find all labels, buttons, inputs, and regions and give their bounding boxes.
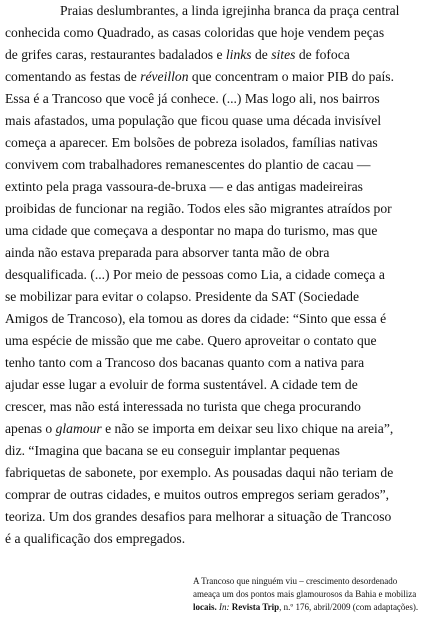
text-line: diz. “Imagina que bacana se eu conseguir implantar pequenas [5, 443, 340, 458]
text-line: mais afastados, uma população que ficou quase uma década invisível [5, 113, 382, 128]
text-line: se mobilizar para evitar o colapso. Presidente da SAT (Sociedade [5, 289, 359, 304]
text-line: ajudar esse lugar a evoluir de forma sustentável. A cidade tem de [5, 377, 358, 392]
source-publication: Revista Trip [231, 602, 280, 612]
source-details: , n.º 176, abril/2009 (com adaptações). [279, 602, 419, 612]
text-line: fabriquetas de sabonete, por exemplo. As pousadas daqui não teriam de [5, 465, 394, 480]
text-line: crescer, mas não está interessada no turista que chega procurando [5, 399, 361, 414]
text-line: teoriza. Um dos grandes desafios para melhorar a situação de Trancoso [5, 509, 392, 524]
source-line-2: ameaça um dos pontos mais glamourosos da Bahia e mobiliza [193, 589, 417, 599]
text-line: convivem com trabalhadores remanescentes do plantio de cacau — [5, 157, 371, 172]
text-line: uma cidade que começava a despontar no mapa do turismo, mas que [5, 223, 378, 238]
text-line: proibidas de funcionar na região. Todos eles são migrantes atraídos por [5, 201, 392, 216]
text-line: é a qualificação dos empregados. [5, 531, 186, 546]
source-line-3 [193, 601, 418, 614]
text-line: desqualificada. (...) Por meio de pessoas como Lia, a cidade começa a [5, 267, 385, 282]
text-line: ainda não estava preparada para absorver tanta mão de obra [5, 245, 330, 260]
text-line: de grifes caras, restaurantes badalados e links de sites de fofoca [5, 47, 350, 62]
text-line: Praias deslumbrantes, a linda igrejinha branca da praça central [60, 3, 400, 18]
text-line: conhecida como Quadrado, as casas coloridas que hoje vendem peças [5, 25, 385, 40]
text-line: uma espécie de missão que me cabe. Quero aproveitar o contato que [5, 333, 377, 348]
text-line: extinto pela praga vassoura-de-bruxa — e das antigas madeireiras [5, 179, 363, 194]
text-line: Essa é a Trancoso que você já conhece. (...) Mas logo ali, nos bairros [5, 91, 380, 106]
source-in: In: [219, 602, 230, 612]
text-line: começa a aparecer. Em bolsões de pobreza isolados, famílias nativas [5, 135, 378, 150]
source-locais: locais. [193, 602, 217, 612]
text-line: Amigos de Trancoso), ela tomou as dores da cidade: “Sinto que essa é [5, 311, 387, 326]
text-line: comentando as festas de réveillon que concentram o maior PIB do país. [5, 69, 394, 84]
source-line-1: A Trancoso que ninguém viu – crescimento desordenado [193, 576, 398, 586]
text-line: tenho tanto com a Trancoso dos bacanas quanto com a nativa para [5, 355, 365, 370]
text-line: comprar de outras cidades, e muitos outros empregos seriam gerados”, [5, 487, 390, 502]
text-line: apenas o glamour e não se importa em deixar seu lixo chique na areia”, [5, 421, 394, 436]
